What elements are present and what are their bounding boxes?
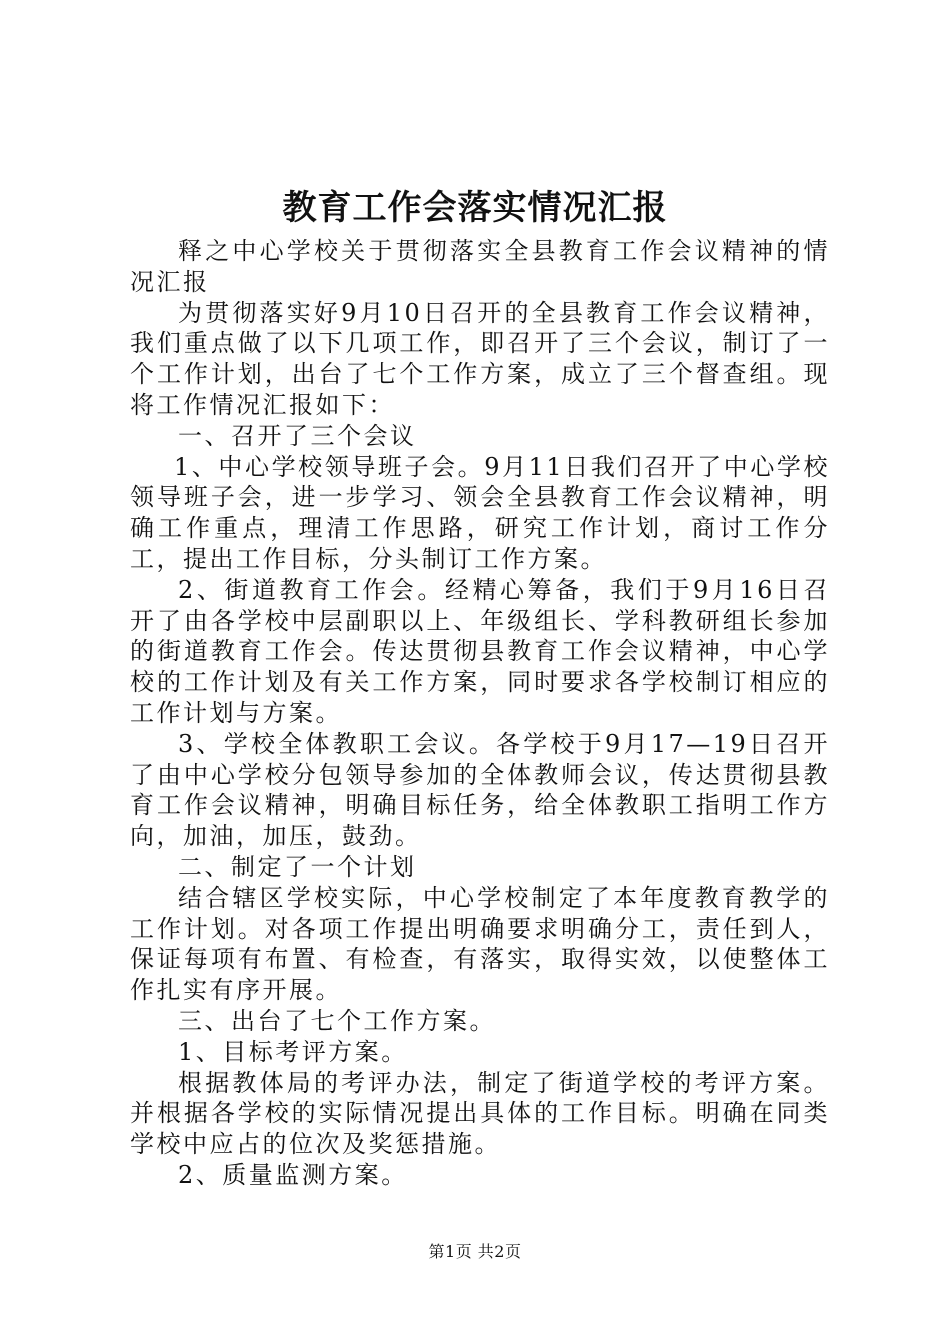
paragraph-plan: 结合辖区学校实际，中心学校制定了本年度教育教学的工作计划。对各项工作提出明确要求明确分工，责任到人，保证每项有布置、有检查，有落实，取得实效，以使整体工作扎实有序开展。 (130, 883, 830, 1005)
document-title: 教育工作会落实情况汇报 (282, 188, 668, 228)
paragraph-intro: 为贯彻落实好9月10日召开的全县教育工作会议精神，我们重点做了以下几项工作，即召开了三个会议，制订了一个工作计划，出台了七个工作方案，成立了三个督查组。现将工作情况汇报如下： (130, 298, 830, 419)
paragraph-meeting-1: 1、中心学校领导班子会。9月11日我们召开了中心学校领导班子会，进一步学习、领会全县教育工作会议精神，明确工作重点，理清工作思路，研究工作计划，商讨工作分工，提出工作目标，分头制订工作方案。 (130, 452, 830, 573)
document-body (130, 236, 830, 1191)
paragraph-heading-line: 释之中心学校关于贯彻落实全县教育工作会议精神的情况汇报 (130, 237, 830, 296)
section-heading-3: 三、出台了七个工作方案。 (178, 1006, 496, 1035)
paragraph-meeting-2: 2、街道教育工作会。经精心筹备，我们于9月16日召开了由各学校中层副职以上、年级组长、学科教研组长参加的街道教育工作会。传达贯彻县教育工作会议精神，中心学校的工作计划及有关工作方案，同时要求各学校制订相应的工作计划与方案。 (130, 575, 830, 727)
subheading-target-assessment: 1、目标考评方案。 (178, 1037, 408, 1066)
section-heading-1: 一、召开了三个会议 (178, 421, 417, 450)
page-footer: 第1页 共2页 (428, 1242, 522, 1261)
subheading-quality-monitoring: 2、质量监测方案。 (178, 1160, 408, 1189)
paragraph-meeting-3: 3、学校全体教职工会议。各学校于9月17—19日召开了由中心学校分包领导参加的全体教师会议，传达贯彻县教育工作会议精神，明确目标任务，给全体教职工指明工作方向，加油，加压，鼓劲。 (130, 729, 830, 851)
section-heading-2: 二、制定了一个计划 (178, 852, 417, 881)
paragraph-target-assessment: 根据教体局的考评办法，制定了街道学校的考评方案。并根据各学校的实际情况提出具体的工作目标。明确在同类学校中应占的位次及奖惩措施。 (130, 1068, 830, 1159)
